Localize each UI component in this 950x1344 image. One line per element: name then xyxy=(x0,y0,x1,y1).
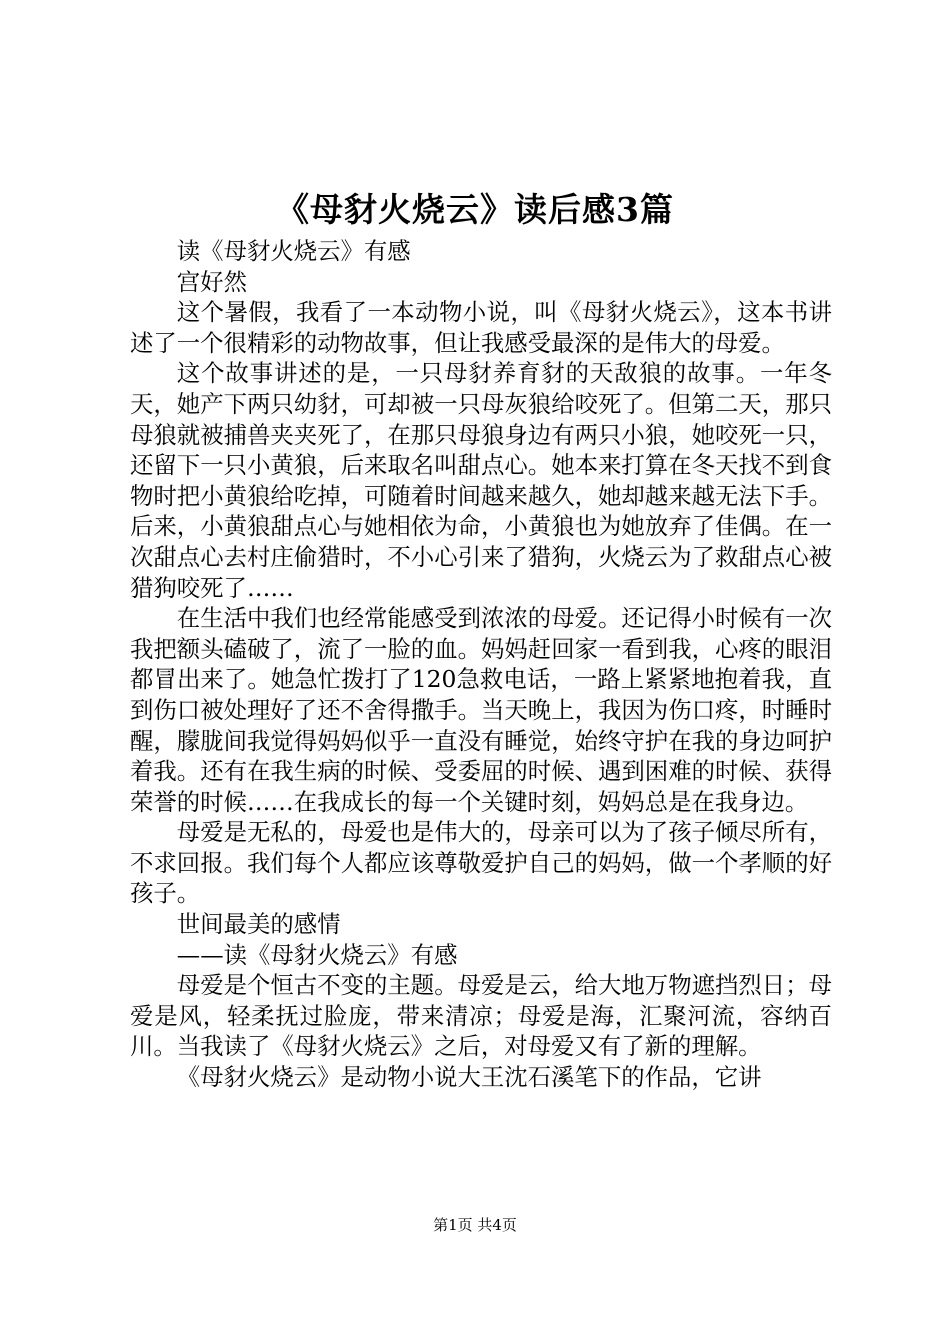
body-paragraph: 母爱是无私的，母爱也是伟大的，母亲可以为了孩子倾尽所有，不求回报。我们每个人都应该尊敬爱护自己的妈妈，做一个孝顺的好孩子。 xyxy=(130,818,832,908)
body-paragraph: 《母豺火烧云》是动物小说大王沈石溪笔下的作品，它讲 xyxy=(176,1063,762,1092)
page-footer: 第1页 共4页 xyxy=(433,1216,517,1234)
section-heading: 世间最美的感情 xyxy=(176,910,341,939)
document-title: 《母豺火烧云》读后感3篇 xyxy=(276,190,674,229)
body-paragraph: 在生活中我们也经常能感受到浓浓的母爱。还记得小时候有一次我把额头磕破了，流了一脸的血。妈妈赶回家一看到我，心疼的眼泪都冒出来了。她急忙拨打了120急救电话，一路上紧紧地抱着我，直到伤口被处理好了还不舍得撒手。当天晚上，我因为伤口疼，时睡时醒，朦胧间我觉得妈妈似乎一直没有睡觉，始终守护在我的身边呵护着我。还有在我生病的时候、受委屈的时候、遇到困难的时候、获得荣誉的时候……在我成长的每一个关键时刻，妈妈总是在我身边。 xyxy=(130,604,832,816)
subtitle: 读《母豺火烧云》有感 xyxy=(176,237,411,265)
body-paragraph: 母爱是个恒古不变的主题。母爱是云，给大地万物遮挡烈日；母爱是风，轻柔抚过脸庞，带来清凉；母爱是海，汇聚河流，容纳百川。当我读了《母豺火烧云》之后，对母爱又有了新的理解。 xyxy=(130,971,832,1061)
document-body xyxy=(130,236,832,1093)
author-name: 宫好然 xyxy=(176,267,247,296)
body-paragraph: 这个故事讲述的是，一只母豺养育豺的天敌狼的故事。一年冬天，她产下两只幼豺，可却被一只母灰狼给咬死了。但第二天，那只母狼就被捕兽夹夹死了，在那只母狼身边有两只小狼，她咬死一只，还留下一只小黄狼，后来取名叫甜点心。她本来打算在冬天找不到食物时把小黄狼给吃掉，可随着时间越来越久，她却越来越无法下手。后来，小黄狼甜点心与她相依为命，小黄狼也为她放弃了佳偶。在一次甜点心去村庄偷猎时，不小心引来了猎狗，火烧云为了救甜点心被猎狗咬死了…… xyxy=(130,359,832,602)
section-subheading: ——读《母豺火烧云》有感 xyxy=(176,940,458,969)
body-paragraph: 这个暑假，我看了一本动物小说，叫《母豺火烧云》，这本书讲述了一个很精彩的动物故事，但让我感受最深的是伟大的母爱。 xyxy=(130,298,832,357)
